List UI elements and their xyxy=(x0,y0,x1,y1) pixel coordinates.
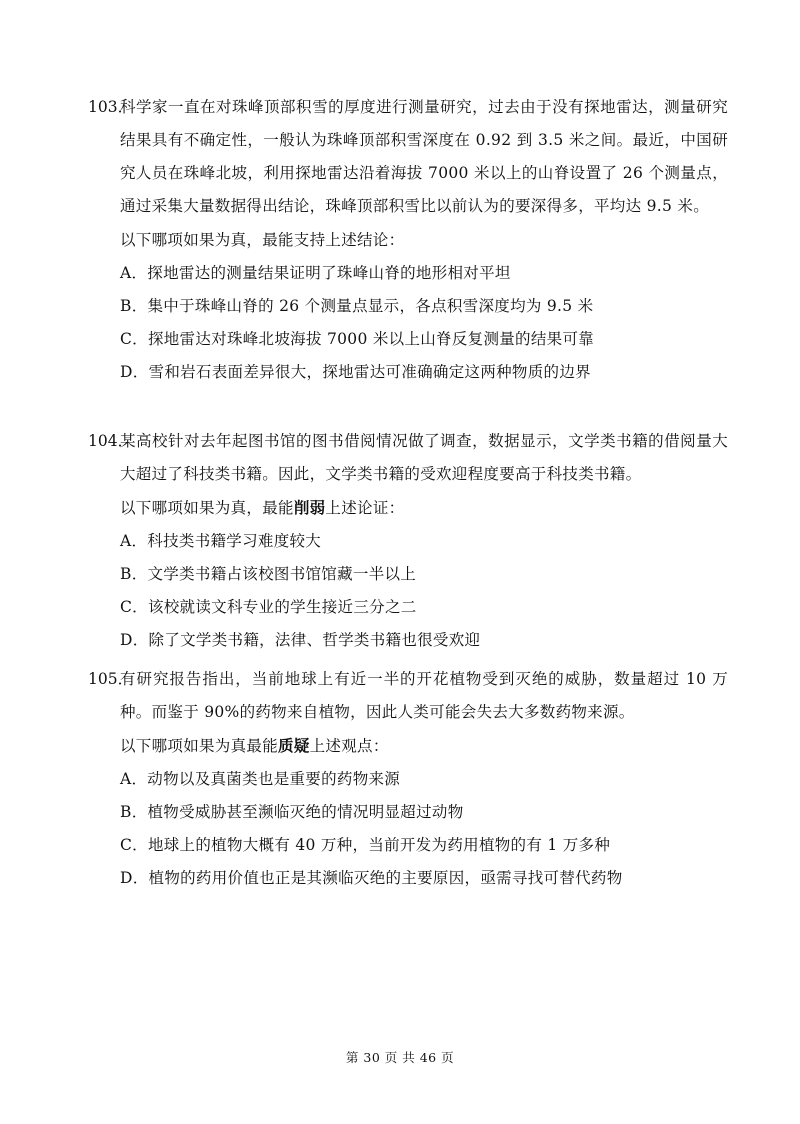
question-105 xyxy=(88,663,728,895)
option-c: C．探地雷达对珠峰北坡海拔 7000 米以上山脊反复测量的结果可靠 xyxy=(120,330,595,348)
prompt-emphasis: 质疑 xyxy=(278,736,310,755)
prompt-text: 以下哪项如果为真，最能支持上述结论： xyxy=(120,231,405,249)
prompt-text: 以下哪项如果为真最能 xyxy=(120,737,279,755)
prompt-text-after: 上述论证： xyxy=(325,499,405,517)
question-number: 105． xyxy=(88,670,134,688)
question-stem: 某高校针对去年起图书馆的图书借阅情况做了调查，数据显示，文学类书籍的借阅量大大超过了科技类书籍。因此，文学类书籍的受欢迎程度要高于科技类书籍。 xyxy=(120,432,728,483)
option-a: A．科技类书籍学习难度较大 xyxy=(120,532,322,550)
option-c: C．地球上的植物大概有 40 万种，当前开发为药用植物的有 1 万多种 xyxy=(120,836,611,854)
prompt-emphasis: 削弱 xyxy=(293,498,326,517)
question-104 xyxy=(88,425,728,657)
question-stem: 有研究报告指出，当前地球上有近一半的开花植物受到灭绝的威胁，数量超过 10 万种。而鉴于 90%的药物来自植物，因此人类可能会失去大多数药物来源。 xyxy=(120,670,728,721)
option-d: D．雪和岩石表面差异很大，探地雷达可准确确定这两种物质的边界 xyxy=(120,363,591,381)
question-number: 103． xyxy=(88,98,134,116)
question-stem: 科学家一直在对珠峰顶部积雪的厚度进行测量研究，过去由于没有探地雷达，测量研究结果具有不确定性，一般认为珠峰顶部积雪深度在 0.92 到 3.5 米之间。最近，中国研究人员在珠峰北坡，利用探地雷达沿着海拔 7000 米以上的山脊设置了 26 个测量点，通过采集大量数据得出结论，珠峰顶部积雪比以前认为的要深得多，平均达 9.5 米。 xyxy=(120,98,728,215)
question-103 xyxy=(88,91,728,389)
page-footer: 第 30 页 共 46 页 xyxy=(345,1050,455,1065)
option-a: A．动物以及真菌类也是重要的药物来源 xyxy=(120,770,401,788)
question-number: 104． xyxy=(88,432,134,450)
question-prompt xyxy=(120,223,728,257)
option-b: B．集中于珠峰山脊的 26 个测量点显示，各点积雪深度均为 9.5 米 xyxy=(120,297,594,315)
prompt-text: 以下哪项如果为真，最能 xyxy=(120,499,294,517)
option-b: B．文学类书籍占该校图书馆馆藏一半以上 xyxy=(120,565,417,583)
option-c: C．该校就读文科专业的学生接近三分之二 xyxy=(120,598,417,616)
question-prompt xyxy=(120,729,728,763)
prompt-text-after: 上述观点： xyxy=(309,737,389,755)
option-a: A．探地雷达的测量结果证明了珠峰山脊的地形相对平坦 xyxy=(120,264,511,282)
question-prompt xyxy=(120,491,728,525)
option-b: B．植物受威胁甚至濒临灭绝的情况明显超过动物 xyxy=(120,803,464,821)
option-d: D．除了文学类书籍，法律、哲学类书籍也很受欢迎 xyxy=(120,631,481,649)
option-d: D．植物的药用价值也正是其濒临灭绝的主要原因，亟需寻找可替代药物 xyxy=(120,869,623,887)
